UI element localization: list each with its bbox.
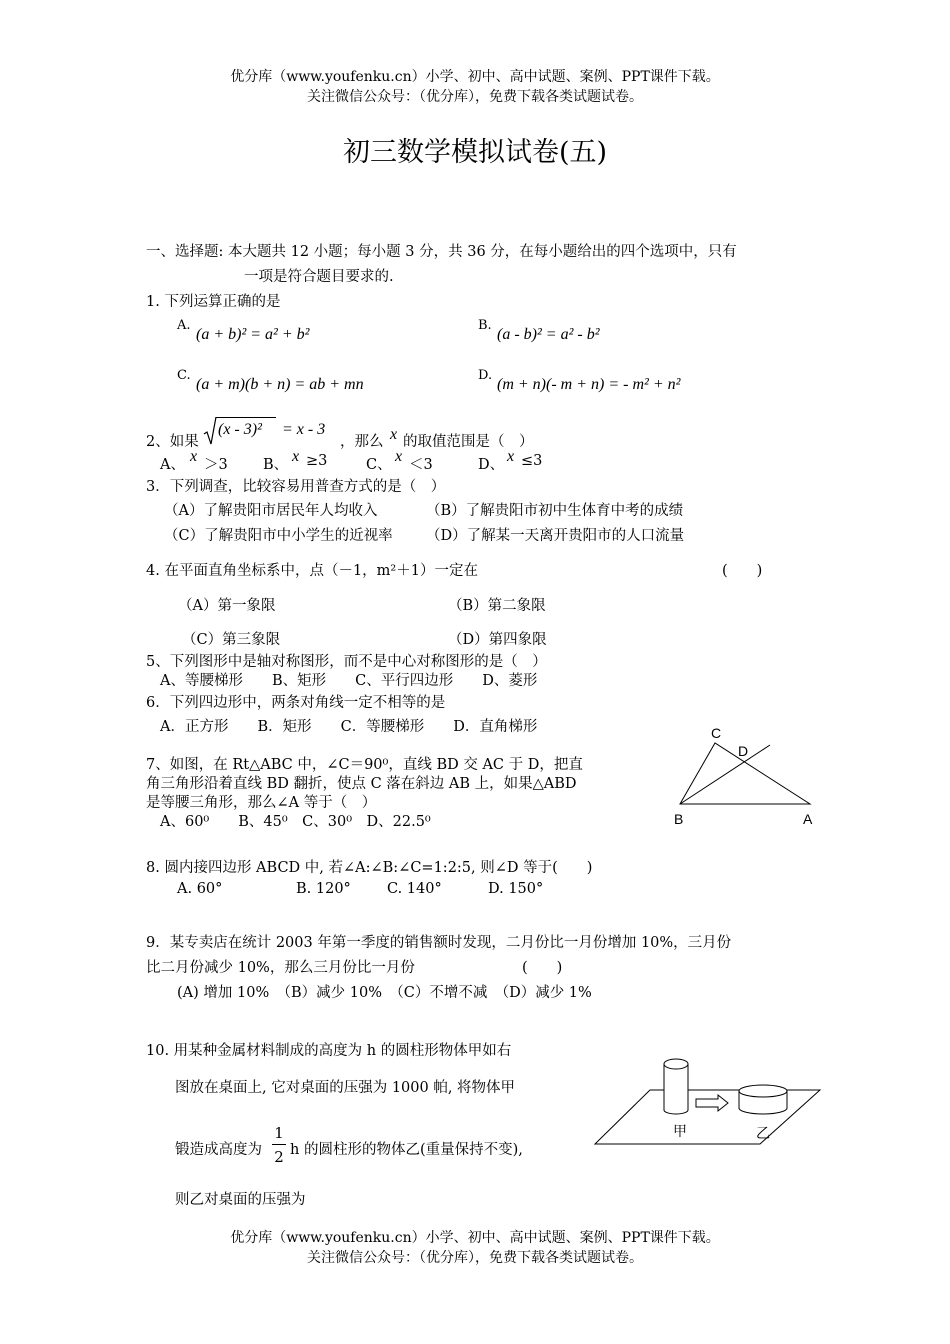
q10-line-4: 则乙对桌面的压强为 (175, 1192, 306, 1208)
q7-triangle-figure (660, 720, 820, 830)
transform-arrow-icon (696, 1095, 728, 1111)
q4-option-d: （D）第四象限 (448, 632, 547, 648)
q8-option-c: C. 140° (387, 881, 442, 897)
q8-stem: 8. 圆内接四边形 ABCD 中, 若∠A:∠B:∠C=1:2:5, 则∠D 等于( ) (146, 860, 593, 876)
q3-option-b: （B）了解贵阳市初中生体育中考的成绩 (426, 503, 684, 519)
q2-opt-d-var: x (507, 448, 515, 465)
q2-suffix-2: 的取值范围是（ ） (403, 434, 534, 450)
q2-opt-b-label: B、 (263, 457, 289, 473)
q2-opt-b-value: ≥3 (306, 453, 328, 469)
q5-options: A、等腰梯形 B、矩形 C、平行四边形 D、菱形 (160, 673, 538, 689)
q2-radical-sign (203, 416, 217, 446)
q7-options: A、60⁰ B、45⁰ C、30⁰ D、22.5⁰ (160, 814, 431, 830)
q9-line-1: 9．某专卖店在统计 2003 年第一季度的销售额时发现，二月份比一月份增加 10%，三月份 (146, 935, 732, 951)
q2-opt-c-var: x (395, 448, 403, 465)
q2-prefix: 2、如果 (146, 434, 199, 450)
q2-opt-b-var: x (292, 448, 300, 465)
q8-option-d: D. 150° (488, 881, 544, 897)
q3-option-d: （D）了解某一天离开贵阳市的人口流量 (426, 528, 685, 544)
footer-line-1: 优分库（www.youfenku.cn）小学、初中、高中试题、案例、PPT课件下载。 (230, 1230, 720, 1246)
cylinder-yi-top (739, 1085, 787, 1097)
q7-line-3: 是等腰三角形，那么∠A 等于（ ） (146, 795, 377, 811)
q4-option-c: （C）第三象限 (182, 632, 281, 648)
header-line-1: 优分库（www.youfenku.cn）小学、初中、高中试题、案例、PPT课件下载。 (230, 69, 720, 85)
line-bd (680, 745, 770, 804)
q1-option-c-label: C. (177, 368, 191, 383)
q5-stem: 5、下列图形中是轴对称图形，而不是中心对称图形的是（ ） (146, 654, 547, 670)
vertex-a-label: A (803, 811, 813, 827)
q3-stem: 3．下列调查，比较容易用普查方式的是（ ） (146, 479, 446, 495)
q9-options: (A) 增加 10% （B）减少 10% （C）不增不减 （D）减少 1% (177, 985, 592, 1001)
q4-stem: 4. 在平面直角坐标系中，点（－1，m²＋1）一定在 (146, 563, 478, 579)
section-intro-line-2: 一项是符合题目要求的. (244, 269, 394, 285)
page-title: 初三数学模拟试卷(五) (342, 137, 608, 168)
q1-stem: 1. 下列运算正确的是 (146, 294, 281, 310)
vertex-c-label: C (711, 725, 722, 741)
q2-radicand: (x - 3)² (218, 421, 262, 438)
q1-option-b-label: B. (478, 318, 492, 333)
label-yi: 乙 (756, 1125, 770, 1141)
q2-rhs: = x - 3 (282, 421, 326, 438)
q6-options: A．正方形 B．矩形 C．等腰梯形 D．直角梯形 (160, 719, 538, 735)
q2-opt-a-label: A、 (160, 457, 185, 473)
q1-option-a-label: A. (177, 318, 191, 333)
q1-option-b-expr: (a - b)² = a² - b² (497, 326, 600, 343)
q2-opt-d-value: ≤3 (521, 453, 543, 469)
q2-opt-c-label: C、 (366, 457, 392, 473)
section-intro-line-1: 一、选择题: 本大题共 12 小题；每小题 3 分，共 36 分，在每小题给出的四个选项中，只有 (146, 244, 737, 260)
cylinder-jia (664, 1064, 688, 1114)
q2-suffix-1: ，那么 (340, 434, 384, 450)
q10-line-3-prefix: 锻造成高度为 (175, 1142, 262, 1158)
q10-cylinder-figure (590, 1048, 825, 1148)
q4-answer-paren: ( ) (722, 563, 763, 579)
q9-answer-paren: ( ) (522, 960, 563, 976)
q2-opt-d-label: D、 (478, 457, 505, 473)
q10-line-2: 图放在桌面上, 它对桌面的压强为 1000 帕, 将物体甲 (175, 1080, 516, 1096)
q10-fraction-numerator: 1 (274, 1124, 284, 1142)
point-d-label: D (738, 743, 749, 759)
vertex-b-label: B (674, 811, 684, 827)
q7-line-1: 7、如图，在 Rt△ABC 中，∠C＝90⁰，直线 BD 交 AC 于 D，把直 (146, 757, 583, 773)
q8-option-b: B. 120° (296, 881, 351, 897)
q3-option-a: （A）了解贵阳市居民年人均收入 (164, 503, 378, 519)
q4-option-b: （B）第二象限 (448, 598, 546, 614)
q6-stem: 6．下列四边形中，两条对角线一定不相等的是 (146, 695, 446, 711)
q1-option-c-expr: (a + m)(b + n) = ab + mn (196, 376, 364, 393)
q7-line-2: 角三角形沿着直线 BD 翻折，使点 C 落在斜边 AB 上，如果△ABD (146, 776, 577, 792)
q1-option-d-expr: (m + n)(- m + n) = - m² + n² (497, 376, 681, 393)
q10-fraction-denominator: 2 (274, 1148, 284, 1166)
q2-opt-c-value: ＜3 (409, 457, 433, 473)
footer-line-2: 关注微信公众号：（优分库），免费下载各类试题试卷。 (307, 1250, 643, 1266)
q3-option-c: （C）了解贵阳市中小学生的近视率 (164, 528, 393, 544)
q10-line-3-suffix: h 的圆柱形的物体乙(重量保持不变), (290, 1142, 523, 1158)
q2-opt-a-value: ＞3 (204, 457, 228, 473)
q4-option-a: （A）第一象限 (178, 598, 276, 614)
q1-option-d-label: D. (478, 368, 493, 383)
q10-fraction-bar (272, 1144, 286, 1145)
q2-opt-a-var: x (190, 448, 198, 465)
q1-option-a-expr: (a + b)² = a² + b² (196, 326, 310, 343)
label-jia: 甲 (673, 1123, 687, 1139)
header-line-2: 关注微信公众号：（优分库），免费下载各类试题试卷。 (307, 89, 643, 105)
q10-line-1: 10. 用某种金属材料制成的高度为 h 的圆柱形物体甲如右 (146, 1043, 512, 1059)
q2-var: x (390, 426, 398, 443)
q9-line-2: 比二月份减少 10%，那么三月份比一月份 (146, 960, 415, 976)
q8-option-a: A. 60° (177, 881, 223, 897)
cylinder-jia-top (664, 1059, 688, 1069)
q2-radical-bar (216, 417, 276, 418)
